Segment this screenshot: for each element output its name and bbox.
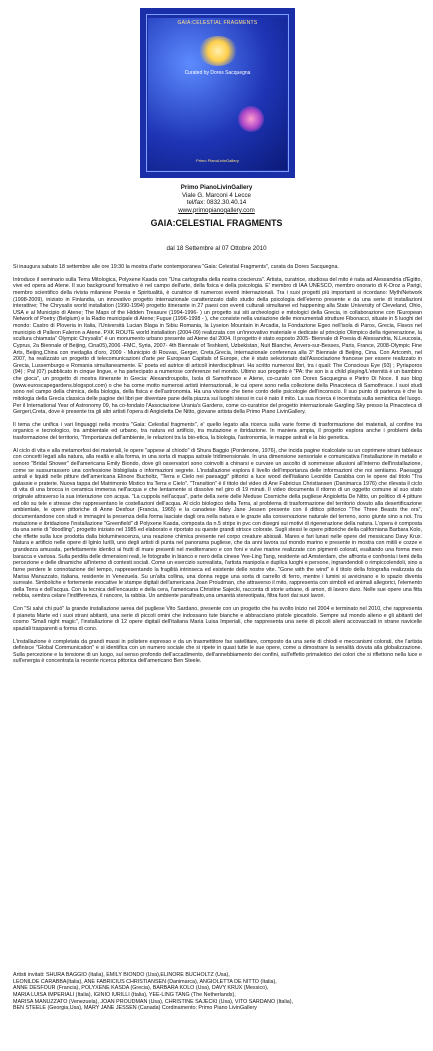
paragraph: Al ciclo di vita e alla metamorfosi dei materiali, le opere "appese al chiodo" di Shura Baggio (Pordenone, 1976), che incida pagine ricalcolate su un coprimere strani tableaux con concetti legati alla natura, alla realtà e alla forma, in una sorta di mappa astrale tridimensionale. In una dimensione sensoriale e comunicativa l'installazione in metallo e sonoro "Bridal Shower" dell'americana Emily Biondo, dove gli osservatori sono coinvolti a chinarsi e curvare un ascolto di sommesse allusioni all'interno dell'installazione, come se sussurrassero una confessione bisbigliata o informazioni segrete. L'installazione esplora il livello dell'importanza delle informazioni che noi sentiamo. Paesaggi astrali e liquidi nelle pitture dell'americana Elinore Bucholtz, "Terra e Cielo nei paesaggi" pittorici a luce wood dell'italiano Leonilde Carabba con le opere dal titolo "Tra galassie e praterie. Nuova tappa del Matrimonio Mistico tra Terra e Cielo". "Transition" è il titolo del video di Ane Fabricius Christiansen (Danimarca 1976) che rilevata il ciclo di vita di una brocca in ceramica immersa nell'acqua e che lentamente si dissolve nel giro di 19 minuti. Il video documenta il ritorno di un oggetto comune al suo stato originale attraverso la sua interazione con acqua. "La cuppola nell'acqua", parte della serie delle Meduse Cosmiche della pugliese Angioletta De Nitto, un politico di 4 pitture ed olio su tele e stresse che rappresentano le costellazioni dell'acqua. Al ciclo biologico della Terra, al problema di trasformazione del territorio dovuto alla desertificazione ambientale, le opere pittoriche di Anne Desfour (Francia, 1965) e la canadese Mary Jane Jessen presente con il dittico pittorico "The Three Beasts the ora", documentandone con studi e immagini la presenza della forma lasciate dagli ora nella natura e le grazie alla conservazione naturale del terreno, sono giunte sino a noi. Tra mutazione e ibridazione l'installazione "Greenfield" di Polyxene Kasda, composta da n.5 strips in pvc con disegni sui motivi di rigenerazione della natura. L'opera è composta da una serie di "doodling", progetto iniziato nel 1985 ed elaborato e riportato su queste grandi strisce colorate. Sugli stessi le opere pittoriche della californiana Barbara Kolo, che riflette sulla luce prodotta dalla bioluminescenza, una reazione chimica presente nel corpo creature abissali. Mares e fari lunari nelle opere del messicano Davy Krux. Natura e artificio nelle opere di Iginio Iurilli, uno degli artisti di punta nel panorama pugliese, che da anni lavora sul mondo marino e presente in mostra con mitili e cozze e grandezza amusata, perfettamente identici ai frutti di mare presenti nel mediterraneo e con foni e vulve marine realizzate con pigmenti colorati, esaltando una forma meo baracca e variosa. Sulla perdita delle dimensioni reali, le fotografie in bianco e nero della cinese Yee-Ling Tang, residente ad Amsterdam, che affronta e confronta i temi della percezione e delle dinamiche all'interno di contesti sociali. Come un esercizio surrealista, l'artista manipola e duplica luoghi e persone, ingrandendoli o rimpiccolendoli, sino a farne perdere le connotazione del tempo, rappresentando la fragilità intrinseca ed esistente delle nostre vite. "Gone with the wind" è il titolo della fotografia realizzata da Marisa Manuzzato, italiana, residente in Venezuela. Su un'alta collina, una donna regge una sorta di carrello di ferro, mentre i lumini si avvicinano e lo spazio diventa surreale. Simboliche e fortemente evocative le stampe digitali dell'americana Joan Proudman, che attraverso il mito, rappresenta con simboli ed animali allegorici, l'elemento della Terra e dell'acqua. Con la tecnica dell'encausto e della cera, l'americana Christine Sajecki, racconta di storie urbane, di amori, di lavoro duro. Nelle sue opere una fitta nebbia, sembra celare l'indifferenza, il rancore, la rabbia. Un ambiente parafinato,una umanità stereotipata, filtra fuori dai suoi lavori.: [13, 447, 422, 600]
paragraph: Con "Si salvi chi può" la grande installazione aerea del pugliese Vito Sardano, presente con un progetto che ha svolto inizio nel 2004 e terminato nel 2010, che rappresenta il pianeta Marte ed i suoi strani abitanti, una serie di piccoli omini che indossano tute bianche e abbracciano pistole giocattolo. Sempre sul mondo alieno e gli abitanti del cosmo "Small night magic", l'installazione di 12 opere digitali dell'italiana Maria Luisa Imperiali, che rappresenta una serie di piccoli alieni accovacciati in strane navicelle spaziali trasparenti a forma di cono.: [13, 606, 422, 632]
exhibition-poster: [140, 8, 295, 178]
gallery-info: [0, 184, 433, 214]
press-release-body: [13, 264, 422, 671]
artists-line: MARIA LUISA IMPERIALI (Italia), IGINIO IURILLI (Italia), YEE-LING TANG (The Netherlands),: [13, 991, 236, 998]
gallery-website-link[interactable]: www.primopianogallery.com: [178, 206, 255, 214]
gallery-phone: tel/fax: 0832.30.40.14: [186, 199, 247, 207]
artists-line: BEN STEELE (Georgia,Usa), MARY JANE JESSEN (Canada) Cordinamento: Primo Piano LivinGallery: [13, 1005, 257, 1012]
gallery-name: Primo PianoLivinGallery: [180, 184, 253, 191]
invited-artists: [13, 972, 422, 1012]
artists-line: MARISA MANUZZATO (Venezuela), JOAN PROUDMAN (Usa), CHRISTINE SAJECKI (Usa), VITO SARDANO (Italia),: [13, 998, 294, 1005]
artists-line: LEONILDE CARABBA(Italia), ANE FABRICIUS CHRISTIANSEN (Danimarca), ANGIOLETTA DE NITTO (Italia),: [13, 978, 277, 985]
artists-line: ANNE DESFOUR (Francia), POLYXENE KASDA (Grecia), BARBARA KOLO (Usa), DAVY KRUX (Messico),: [13, 985, 269, 992]
exhibition-dates: dal 18 Settembre al 07 Ottobre 2010: [166, 245, 267, 252]
poster-footer: Primo PianoLivinGallery: [196, 158, 239, 163]
paragraph: Si inaugura sabato 18 settembre alle ore 19:30 la mostra d'arte contemporanea "Gaia: Celestial Fragments", curata da Dores Sacquegna.: [13, 264, 339, 270]
poster-title: GAIA:CELESTIAL FRAGMENTS: [177, 20, 258, 26]
gallery-address: Viale G. Marconi 4 Lecce: [181, 191, 251, 199]
poster-frame: [146, 14, 289, 172]
artists-line: Artisti invitati: SHURA BAGGIO (Italia), EMILY BIONDO (Usa),ELINORE BUCHOLTZ (Usa),: [13, 972, 230, 978]
poster-subtitle: Curated by Dores Sacquegna: [184, 70, 251, 76]
paragraph: Introduce il seminario sulla Terra Mitologica, Polyxene Kasda con "Una cartografia della nostra coscienza". Artista, curatrice, studiosa del mito è nata ad Alessandria d'Egitto, vive ed opera ad Atene. Il suo background formativo è nel campo dell'arte, della fisica e della psicologia. E' membro di IAA UNESCO, membro onorario di K-Droz a Parigi, membro scientifico della rivista milanese Poesia e Spiritualità, è curatrice di numerosi eventi internazionali. Tra i suoi progetti più importanti si ricordano: Myth/Network (1998-2009), iniziato in Finlandia, un innovativo progetto internazionale caratterizzato dallo studio della psicologia dell'eterno presente e da una serie di installazioni interattive; The Chrysalis world installation (1990-1994) progetto itinerante in 27 paesi con eventi culturali simultanei ed happening alla State University of Cleveland, Ohio, USA e al Municipio di Atene; The Maps of the Hidden Treasure (1994-1996- ) un progetto sui siti archeologici e mitologici della Grecia, in collaborazione con l'European Network of Poetry (Belgium) e la Radio municipale di Atene; Fugue (1996-1998 - ), che consiste nella variazione delle monumentali strutture Fibonacci, situate in 5 luoghi del mondo: Castro di Ploveria in Italia, l'Università Lucian Blaga in Sibiu Romania, la Lyseion Mountain in Arcadia, la Fondazione Egeo nell'isola di Paros, Grecia, Flavos nel municipio di Palleon Faleron a Atene. PXK ROUTE world installation (2004-09) realizzata con un'innovativo materiale e dedicate al principio Olimpico della rigenerazione, la scultura chiamata" Olympic Chrysalis" è un monumento urbano presente ad Atene dal 2004. Il progetto è stato esposto 2005- Biennale di Poesia di Alessandria, N.Leucosia, Cyprus, 2a Biennale of Beijing, Cina05),2006 -FMC, Syria, 2007- 4th Biennale of Teshkent, Uzbekistan, Nuit Blanche, Anvers-sur-Besses, Paris, France, 2008-Olympic Fine Arts, Beijing,China con medaglia d'oro, 2009 - Municipio di Rouvas, Gerger, Creta,Grecia, internazionale conferenza alla 3° Biennale di Beijing, Cina. Con Artcomh, nel 2007, ha realizzato un progetto di telecomunicazioni d'arte per European Capitals of Europe, che è stato selezionato dall'Associazione francese per essere realizzato in Grecia, Lussemburgo e Romania simultaneamente. E' poeta ed autrice di articoli interdisciplinari. Ha scritto numerosi libri, tra i quali: The Conscious Eye (93) ; Pyriaporos (94) ; Pal (07) pubblicato in cinque lingue, e ha partecipato a numerose conferenze nel mondo. Ultimo suo progetto è "PA: the son is a child playing/L'eternità è un bambino che gioca", un progetto di mostra itinerante in Grecia: Alexandroupolis, Isola di Samothrace e Atene, co-curato con Dores Sacquegna e Pietro Di Noce. Il suo blog (www.euroscapegardens.blogspot.com) o che ha come motto numerosi artisti internazionali, le cui opere sono nella collezione della Pinacoteca di Samothrace. I suoi studi sono nel campo della chimica, della biologia, della fisica e dell'astronomia. Ha una visione che tiene conto delle psicologie dell'inconscio. Il suo punto di partenza è che la mitologia della Grecia classica delle pagine dei libri per diventare pane della piazza sui luoghi stessi in cui è nato il mito. La sua ricerca è incentrata sulla semiotica del luogo. Per il International Year of Astronomy 09, ha co-fondato l'Associazione Urania's Gardens, come co-curatrice del progetto internazionale Gargling Sky presso la Pinacoteca di Gergeri,Creta, dove è presente tra gli altri artisti l'opera di Angioletta De Nitto, giovane artista della Primo Piano LivinGallery.: [13, 276, 422, 416]
exhibition-title: GAIA:CELESTIAL FRAGMENTS: [150, 218, 283, 228]
paragraph: L'installazione è completata da grandi massi in polistere espresso e da un trasmettitore fax satellitare, composto da una serie di chiodi e meccanismi colorati, che l'artista definisce "Global Communication" e si identifica con un numero sociale che si ripete in quasi tutte le sue opere, come a dimostrare la senalità dovuta alla globalizzazione. Sulla percezione e la tensione di un luogo, sul senso profondo dell'accadimento, dell'annebbiamento dei confini, sull'effetto primaletico dei colori che si riflettono nella luce e sull'energia è concentrata la recente ricerca pittorica dell'americano Ben Steele.: [13, 638, 422, 665]
paragraph: Il tema che unifica i vari linguaggi nella mostra "Gaia: Celestial fragments", e' quello legato alla ricerca sulla varie forme di trasformazione dei materiali, al confine tra organico e tecnologico, tra ambientale ed urbano, tra natura ed artificio, tra mutazione e ibridazione. In maniera ampia, il progetto esplora anche i problemi della trasformazione del territorio, "l'importanza dell'ambiente, le relazioni tra la bio-etica, la biologia, l'astronomia, le mappe astrali e la bio genetica.: [13, 421, 422, 441]
